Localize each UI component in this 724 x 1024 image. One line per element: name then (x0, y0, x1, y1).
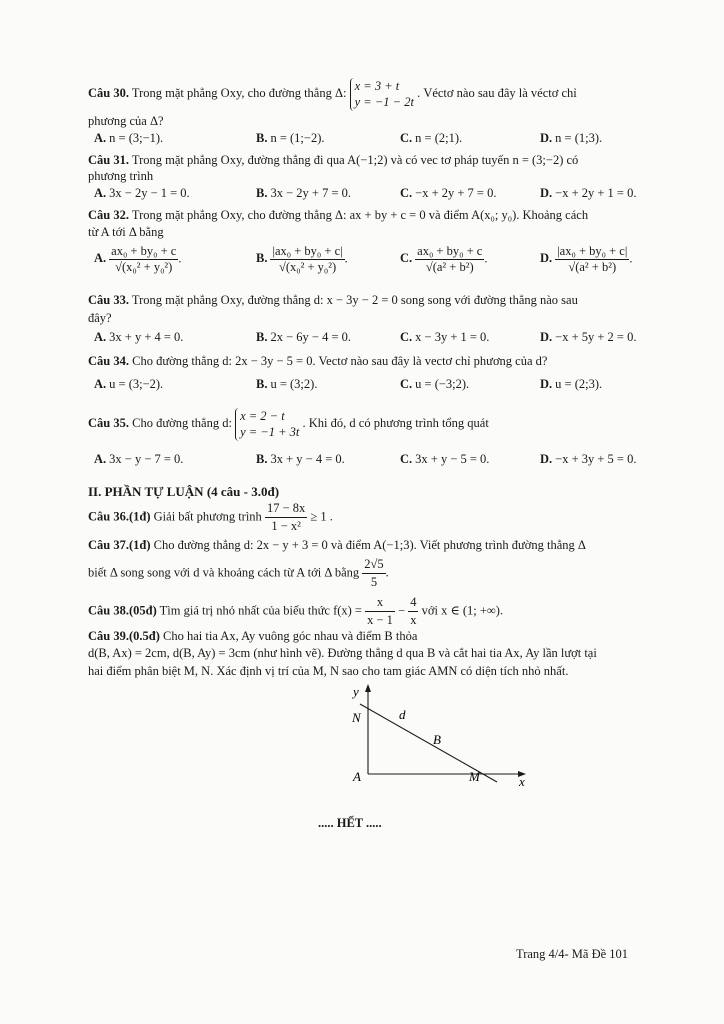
system-line-2: y = −1 − 2t (354, 95, 414, 110)
question-30 (88, 78, 648, 111)
label-a: A (353, 769, 361, 784)
end-marker: ..... HẾT ..... (318, 816, 382, 830)
page-footer: Trang 4/4- Mã Đề 101 (516, 947, 629, 961)
question-35 (88, 408, 648, 441)
question-37-line2: biết Δ song song với d và khoảng cách từ A tới Δ bằng $\frac{2√5}{5}$ . (88, 557, 389, 589)
question-39-line3: hai điểm phân biệt M, N. Xác định vị trí của M, N sao cho tam giác AMN có diện tích nhỏ nhất. (88, 664, 569, 678)
system-line-1: x = 3 + t (354, 79, 400, 93)
question-label: Câu 32. (88, 208, 129, 222)
geometry-figure (335, 682, 540, 790)
label-d: d (399, 707, 406, 722)
label-m: M (469, 769, 480, 784)
question-38: Câu 38.(05đ) Tìm giá trị nhỏ nhất của biểu thức f(x) = $\frac{x}{x - 1}$ − $\frac{4}{x}$ với x ∈ (1; +∞). (88, 595, 504, 627)
question-text: Cho đường thẳng d: 2x − 3y − 5 = 0. Vectơ nào sau đây là vectơ chỉ phương của d? (132, 354, 548, 368)
question-33-line2: đây? (88, 311, 112, 325)
option-a[interactable]: A. n = (3;−1). (94, 131, 164, 145)
question-33-options (88, 330, 648, 350)
parametric-system (350, 78, 414, 111)
option-d[interactable]: D. n = (1;3). (540, 131, 603, 145)
label-n: N (352, 710, 361, 725)
question-label: Câu 35. (88, 416, 129, 431)
question-label: Câu 39.(0.5đ) (88, 629, 160, 643)
question-text: Trong mặt phẳng Oxy, cho đường thẳng Δ: ax + by + c = 0 và điểm A(x₀; y₀). Khoảng cách (131, 208, 589, 222)
option-c[interactable]: C. −x + 2y + 7 = 0. (400, 186, 497, 200)
question-32-line2: từ A tới Δ bằng (88, 225, 164, 239)
question-31-line2: phương trình (88, 169, 154, 183)
question-text-cont: . Véctơ nào sau đây là véctơ chỉ (417, 86, 577, 101)
section-heading: II. PHẦN TỰ LUẬN (4 câu - 3.0đ) (88, 484, 280, 499)
option-d[interactable]: D. $\frac{\text{|ax₀ + by₀ + c|}}{\text{√(a² + b²)}}$ . (540, 244, 633, 274)
system-line-2: y = −1 + 3t (240, 425, 300, 440)
question-label: Câu 38.(05đ) (88, 603, 157, 618)
question-label: Câu 37.(1đ) (88, 538, 151, 552)
question-text: Trong mặt phẳng Oxy, đường thẳng đi qua A(−1;2) và có vec tơ pháp tuyến n = (3;−2) có (131, 153, 579, 167)
question-39-line2: d(B, Ax) = 2cm, d(B, Ay) = 3cm (như hình vẽ). Đường thẳng d qua B và cắt hai tia Ax, Ay lần lượt tại (88, 646, 597, 660)
question-31 (88, 152, 648, 169)
question-39 (88, 628, 648, 645)
label-y: y (353, 684, 359, 699)
option-b[interactable]: B. 3x − 2y + 7 = 0. (256, 186, 351, 200)
system-line-1: x = 2 − t (240, 409, 285, 423)
option-a[interactable]: A. 3x + y + 4 = 0. (94, 330, 184, 344)
option-c[interactable]: C. $\frac{\text{ax₀ + by₀ + c}}{\text{√(a² + b²)}}$ . (400, 244, 488, 274)
label-x: x (519, 774, 525, 789)
option-b[interactable]: B. 2x − 6y − 4 = 0. (256, 330, 351, 344)
label-b: B (433, 732, 441, 747)
distance-fraction: $\frac{2√5}{5}$ (364, 557, 384, 589)
option-a[interactable]: A. $\frac{\text{ax₀ + by₀ + c}}{\text{√(x₀² + y₀²)}}$ . (94, 244, 182, 274)
option-c[interactable]: C. n = (2;1). (400, 131, 463, 145)
question-33 (88, 292, 648, 309)
question-label: Câu 34. (88, 354, 129, 368)
question-35-options (88, 452, 648, 472)
question-36 (88, 500, 648, 535)
question-text: Giải bất phương trình (153, 509, 262, 524)
question-34 (88, 353, 648, 370)
option-c[interactable]: C. u = (−3;2). (400, 377, 470, 391)
question-32-options (88, 244, 648, 286)
question-32 (88, 207, 648, 224)
question-text: Tìm giá trị nhỏ nhất của biểu thức f(x) = (159, 603, 362, 618)
option-d[interactable]: D. −x + 3y + 5 = 0. (540, 452, 637, 466)
fraction-1: $\frac{x}{x - 1}$ (367, 595, 393, 627)
option-b[interactable]: B. n = (1;−2). (256, 131, 325, 145)
question-text: Trong mặt phẳng Oxy, cho đường thẳng Δ: (131, 86, 347, 101)
option-d[interactable]: D. −x + 5y + 2 = 0. (540, 330, 637, 344)
option-d[interactable]: D. −x + 2y + 1 = 0. (540, 186, 637, 200)
question-text: Cho đường thẳng d: 2x − y + 3 = 0 và điểm A(−1;3). Viết phương trình đường thẳng Δ (153, 538, 586, 552)
option-d[interactable]: D. u = (2;3). (540, 377, 603, 391)
question-text: Cho đường thẳng d: (132, 416, 232, 431)
question-label: Câu 31. (88, 153, 129, 167)
fraction-2: $\frac{4}{x}$ (410, 595, 417, 627)
arrow-y-icon (365, 684, 371, 692)
question-label: Câu 30. (88, 86, 129, 101)
question-31-options (88, 186, 648, 206)
question-37 (88, 537, 648, 554)
question-text-cont: . Khi đó, d có phương trình tổng quát (302, 416, 489, 431)
inequality-tail: ≥ 1 . (310, 509, 333, 524)
option-a[interactable]: A. 3x − y − 7 = 0. (94, 452, 184, 466)
option-c[interactable]: C. 3x + y − 5 = 0. (400, 452, 490, 466)
option-a[interactable]: A. u = (3;−2). (94, 377, 164, 391)
option-a[interactable]: A. 3x − 2y − 1 = 0. (94, 186, 190, 200)
option-b[interactable]: B. u = (3;2). (256, 377, 318, 391)
question-34-options (88, 377, 648, 397)
question-text: Cho hai tia Ax, Ay vuông góc nhau và điểm B thỏa (163, 629, 418, 643)
parametric-system (235, 408, 299, 441)
question-30-line2: phương của Δ? (88, 114, 164, 128)
option-b[interactable]: B. 3x + y − 4 = 0. (256, 452, 345, 466)
option-c[interactable]: C. x − 3y + 1 = 0. (400, 330, 490, 344)
question-label: Câu 33. (88, 293, 129, 307)
question-text: Trong mặt phẳng Oxy, đường thẳng d: x − 3y − 2 = 0 song song với đường thẳng nào sau (131, 293, 578, 307)
inequality-fraction: $\frac{17 - 8x}{\text{1 − x²}}$ (266, 501, 306, 533)
question-30-options (88, 131, 648, 151)
option-b[interactable]: B. $\frac{\text{|ax₀ + by₀ + c|}}{\text{√(x₀² + y₀²)}}$ . (256, 244, 348, 274)
question-label: Câu 36.(1đ) (88, 509, 151, 524)
